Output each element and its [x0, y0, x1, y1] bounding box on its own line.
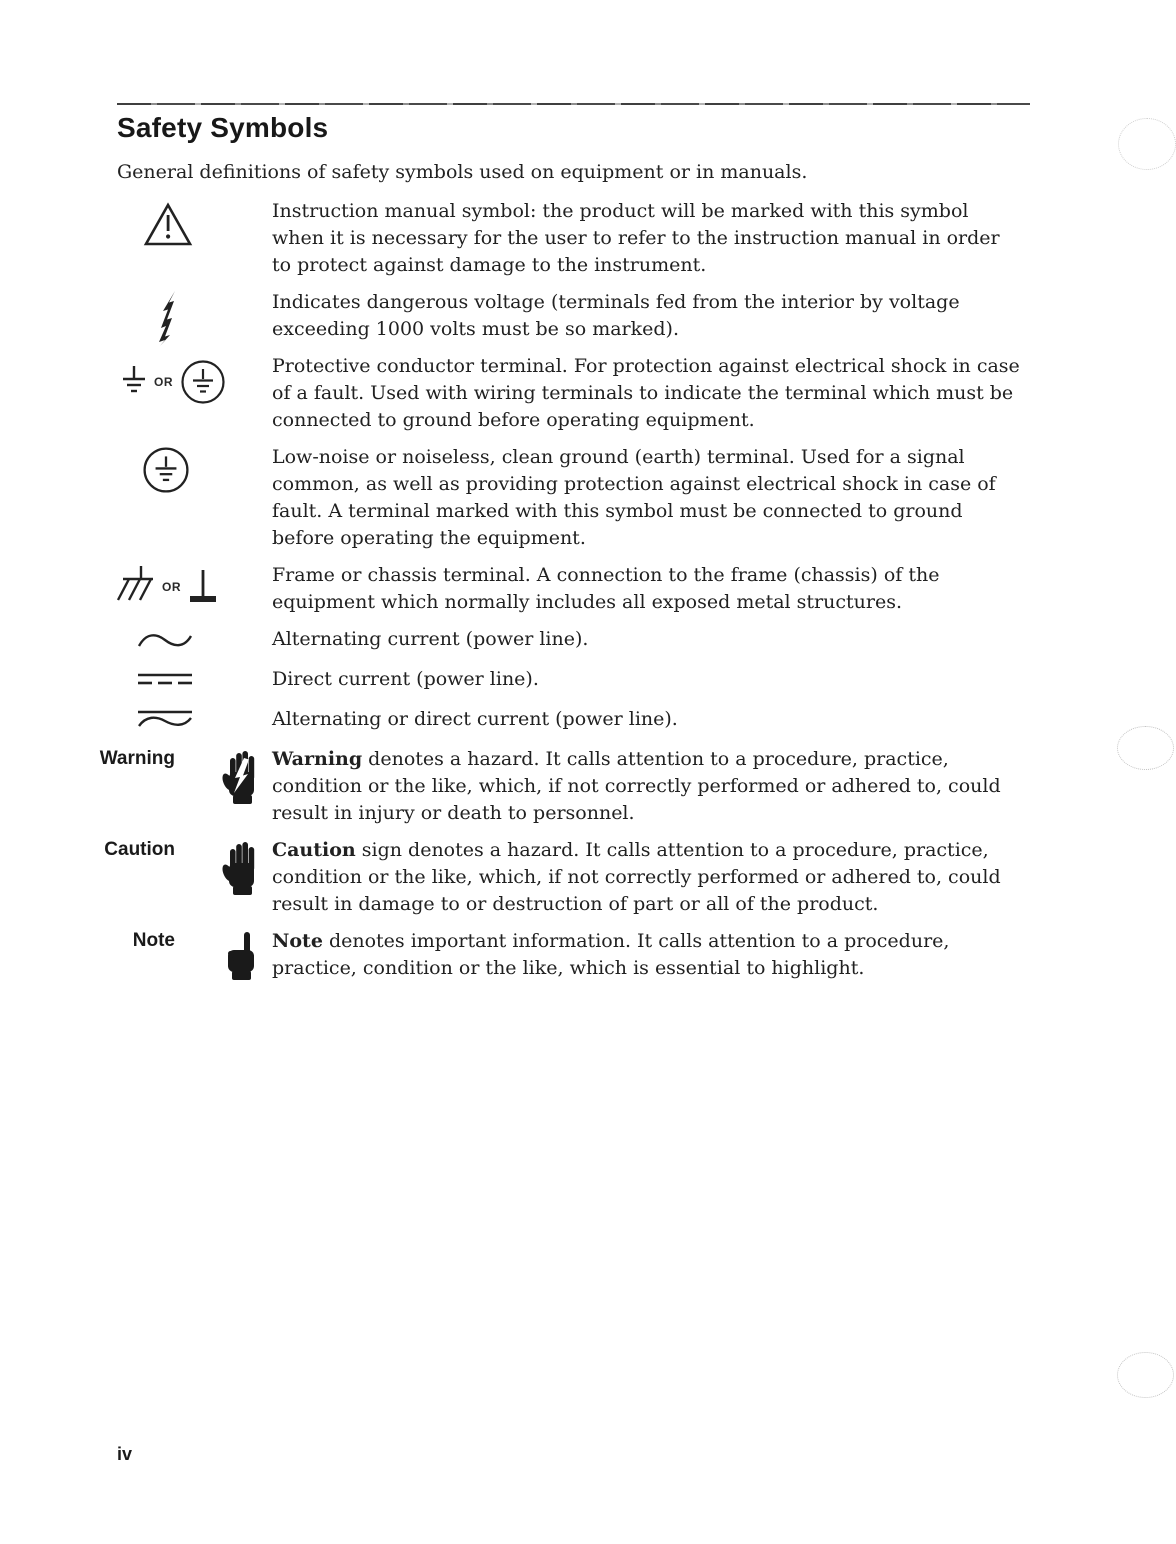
page-title: Safety Symbols [117, 112, 329, 143]
warning-label: Warning [99, 748, 175, 769]
symbol-description: Alternating current (power line). [272, 628, 589, 650]
chassis-ground-icon [115, 566, 155, 608]
symbol-description [272, 746, 1020, 827]
warning-lead-word: Warning [272, 748, 363, 770]
list-item [85, 353, 1030, 434]
symbol-description [272, 928, 1020, 982]
list-item [85, 837, 1030, 918]
list-item [85, 289, 1030, 343]
list-item [85, 706, 1030, 736]
note-body-text: denotes important information. It calls attention to a procedure, practice, condition or the like, which is essential to highlight. [272, 930, 950, 979]
caution-lead-word: Caution [272, 839, 356, 861]
symbol-description: Frame or chassis terminal. A connection to the frame (chassis) of the equipment which normally includes all exposed metal structures. [272, 564, 940, 613]
or-label: OR [162, 580, 181, 594]
list-item [85, 198, 1030, 279]
earth-bar-icon [188, 568, 218, 606]
note-lead-word: Note [272, 930, 323, 952]
list-item [85, 666, 1030, 696]
list-item [85, 444, 1030, 552]
note-label: Note [132, 930, 175, 951]
intro-text: General definitions of safety symbols used on equipment or in manuals. [117, 161, 808, 183]
dangerous-voltage-bolt-icon [157, 290, 183, 346]
direct-current-icon [137, 672, 193, 688]
alternating-current-icon [137, 631, 193, 651]
symbol-description [272, 837, 1020, 918]
list-item [85, 562, 1030, 616]
symbol-description: Alternating or direct current (power line). [272, 708, 678, 730]
list-item [85, 626, 1030, 656]
instruction-manual-triangle-icon [143, 202, 193, 248]
scan-ring-artifact [1117, 726, 1174, 770]
circled-earth-ground-icon [180, 359, 226, 405]
clean-ground-terminal-icon [142, 446, 190, 494]
earth-ground-icon [121, 366, 147, 398]
alternating-or-direct-current-icon [137, 709, 193, 731]
caution-body-text: sign denotes a hazard. It calls attention to a procedure, practice, condition or the like, which, if not correctly performed or adhered to, could result in damage to or destruction of part or all of the product. [272, 839, 1001, 915]
list-item [85, 746, 1030, 827]
symbol-description: Low-noise or noiseless, clean ground (earth) terminal. Used for a signal common, as well as providing protection against electrical shock in case of fault. A terminal marked with this symbol must be connected to ground before operating the equipment. [272, 446, 996, 549]
symbol-description: Indicates dangerous voltage (terminals fed from the interior by voltage exceeding 1000 volts must be so marked). [272, 291, 960, 340]
warning-body-text: denotes a hazard. It calls attention to a procedure, practice, condition or the like, which, if not correctly performed or adhered to, could result in injury or death to personnel. [272, 748, 1001, 824]
warning-hand-icon [220, 748, 260, 806]
header-rule [117, 103, 1030, 105]
page-content [85, 103, 1030, 992]
symbol-description: Protective conductor terminal. For protection against electrical shock in case of a fault. Used with wiring terminals to indicate the terminal which must be connected to ground before operating equipment. [272, 355, 1020, 431]
page-number: iv [117, 1444, 133, 1464]
symbol-description: Direct current (power line). [272, 668, 539, 690]
symbol-definitions-list [85, 198, 1030, 982]
scan-ring-artifact [1118, 118, 1176, 170]
symbol-description: Instruction manual symbol: the product will be marked with this symbol when it is necessary for the user to refer to the instruction manual in order to protect against damage to the instrument. [272, 200, 1000, 276]
note-pointing-hand-icon [220, 930, 260, 982]
scan-ring-artifact [1117, 1352, 1174, 1398]
list-item [85, 928, 1030, 982]
or-label: OR [154, 375, 173, 389]
caution-label: Caution [104, 839, 175, 860]
caution-hand-icon [220, 839, 260, 897]
protective-conductor-terminal-icon [121, 359, 226, 405]
frame-chassis-terminal-icon [115, 566, 218, 608]
